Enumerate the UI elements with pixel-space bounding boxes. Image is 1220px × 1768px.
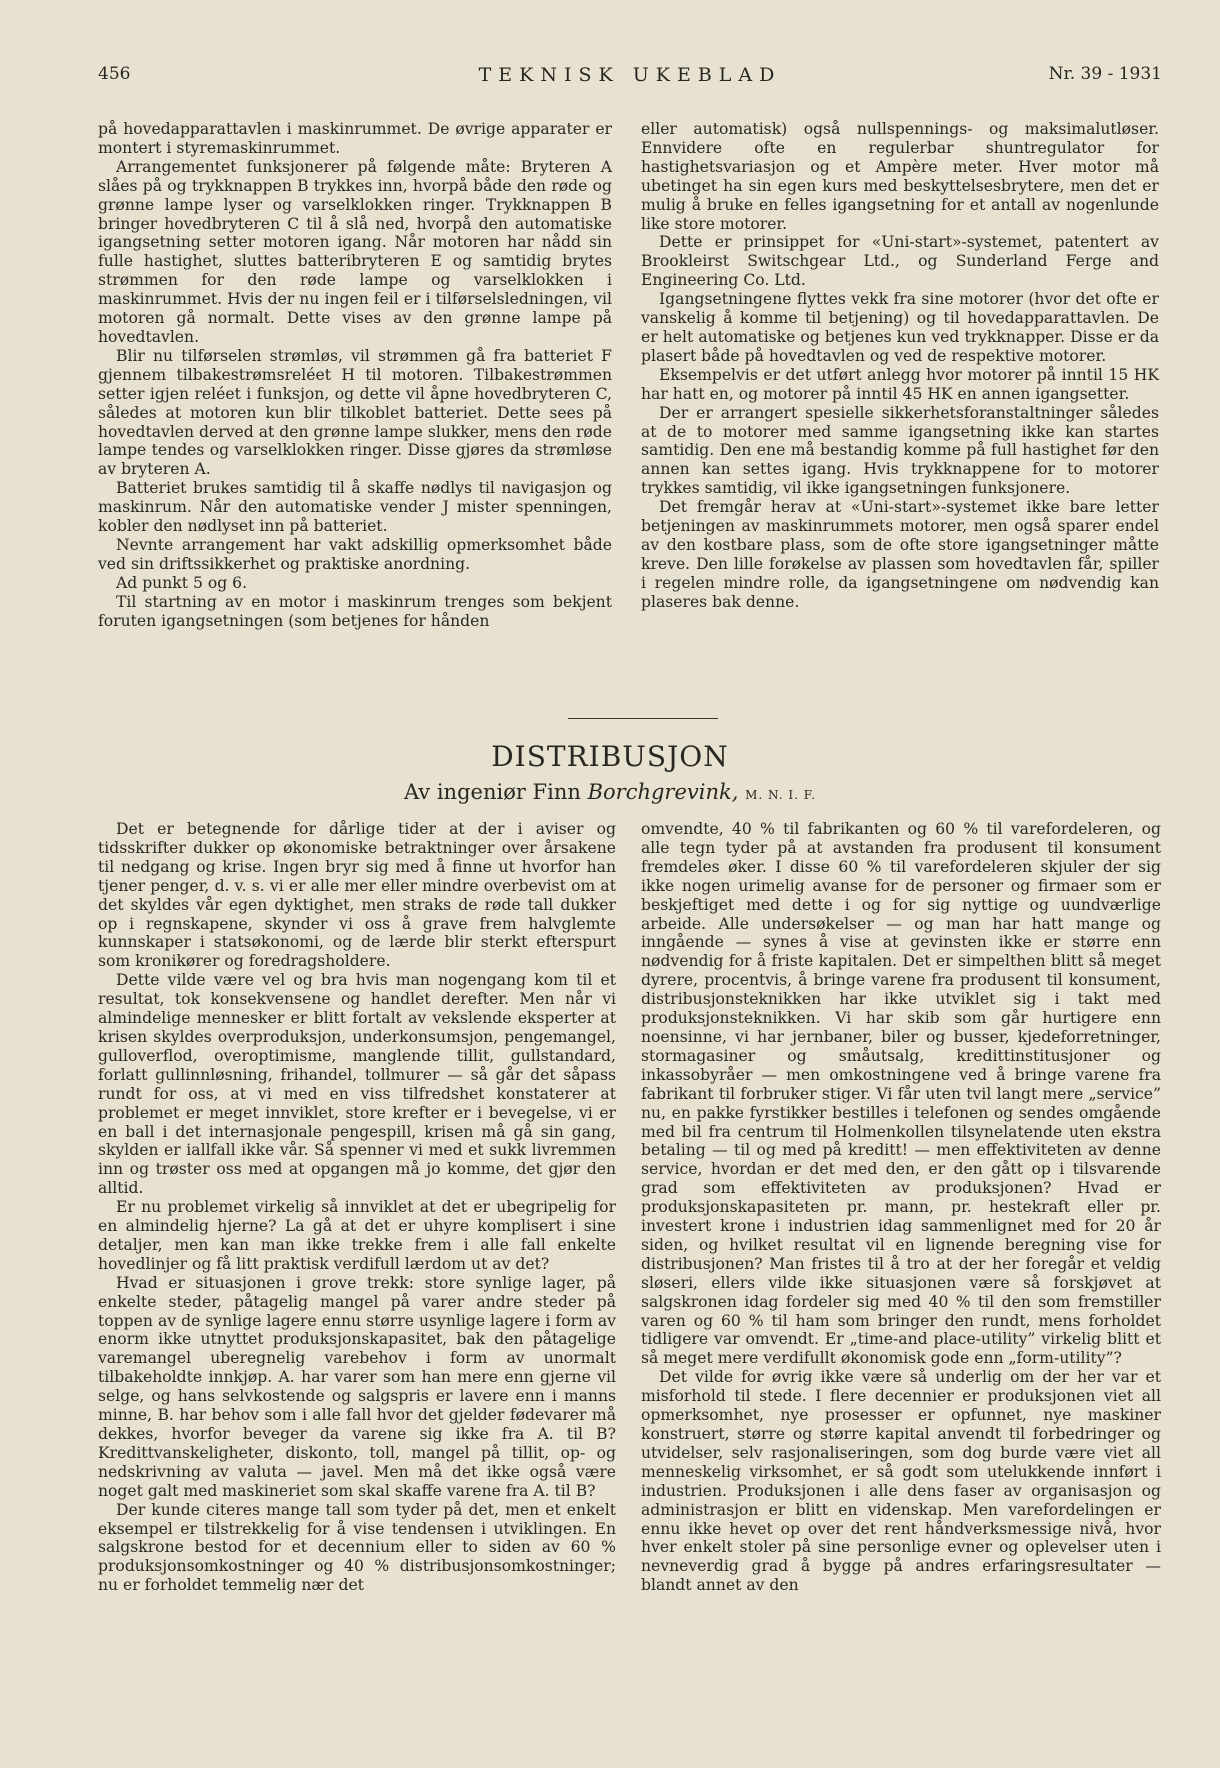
page-header (98, 64, 1162, 94)
paragraph: eller automatisk) også nullspennings- og maksimalutløser. Ennvidere ofte en regulerbar shuntregulator for hastighetsvariasjon og et Ampère meter. Hver motor må ubetinget ha sin egen kurs med beskyttelsesbrytere, men det er mulig å bruke en felles igangsetning for et antall av nogenlunde like store motorer. (641, 120, 1159, 233)
paragraph: Det fremgår herav at «Uni-start»-systemet ikke bare letter betjeningen av maskinrummets motorer, men også sparer endel av den kostbare plass, som de ofte store igangsetninger måtte kreve. Den lille forøkelse av plassen som hovedtavlen får, spiller i regelen mindre rolle, da igangsetningene om nødvendig kan plaseres bak denne. (641, 498, 1159, 611)
page-number: 456 (98, 64, 131, 84)
upper-column-left (98, 120, 612, 630)
issue-number: Nr. 39 - 1931 (1048, 64, 1162, 84)
paragraph: Hvad er situasjonen i grove trekk: store synlige lager, på enkelte steder, påtagelig mangel på varer andre steder på toppen av de synlige lagere ennu større usynlige lagere i form av enorm ikke utnyttet produksjonskapasitet, bak den påtagelige varemangel uberegnelig varebehov i form av unormalt tilbakeholdte innkjøp. A. har varer som han mere enn gjerne vil selge, og hans selvkostende og salgspris er lavere enn i manns minne, B. har behov som i alle fall hvor det gjelder fødevarer må dekkes, hvorfor beveger da varene sig ikke fra A. til B? Kredittvanskeligheter, diskonto, toll, mangel på tillit, op- og nedskrivning av valuta — javel. Men må det ikke også være noget galt med maskineriet som skal skaffe varene fra A. til B? (98, 1273, 616, 1500)
section-divider (568, 718, 718, 719)
paragraph: Arrangementet funksjonerer på følgende måte: Bryteren A slåes på og trykknappen B trykkes inn, hvorpå både den røde og grønne lampe lyser og varselklokken ringer. Trykknappen B bringer hovedbryteren C til å slå ned, hvorpå den automatiske igangsetning setter motoren igang. Når motoren har nådd sin fulle hastighet, sluttes batteribryteren E og samtidig brytes strømmen for den røde lampe og varselklokken i maskinrummet. Hvis der nu ingen feil er i tilførselsledningen, vil motoren gå normalt. Dette vises av den grønne lampe på hovedtavlen. (98, 157, 612, 346)
paragraph: Er nu problemet virkelig så innviklet at det er ubegripelig for en almindelig hjerne? La gå at det er uhyre komplisert i sine detaljer, men kan man ikke trekke frem i alle fall enkelte hovedlinjer og få litt praktisk verdifull lærdom ut av det? (98, 1198, 616, 1273)
paragraph: Igangsetningene flyttes vekk fra sine motorer (hvor det ofte er vanskelig å komme til betjening) og til hovedapparattavlen. De er helt automatiske og betjenes kun ved trykknapper. Disse er da plasert både på hovedtavlen og ved de respektive motorer. (641, 290, 1159, 365)
paragraph: Batteriet brukes samtidig til å skaffe nødlys til navigasjon og maskinrum. Når den automatiske vender J mister spenningen, kobler den nødlyset inn på batteriet. (98, 479, 612, 536)
paragraph: Eksempelvis er det utført anlegg hvor motorer på inntil 15 HK har hatt en, og motorer på inntil 45 HK en annen igangsetter. (641, 365, 1159, 403)
article-byline (0, 780, 1220, 804)
paragraph: på hovedapparattavlen i maskinrummet. De øvrige apparater er montert i styremaskinrummet. (98, 120, 612, 157)
paragraph: Til startning av en motor i maskinrum trenges som bekjent foruten igangsetningen (som betjenes for hånden (98, 592, 612, 630)
paragraph: Det er betegnende for dårlige tider at der i aviser og tidsskrifter dukker op økonomiske betraktninger over årsakene til nedgang og krise. Ingen bryr sig med å finne ut hvorfor han tjener penger, d. v. s. vi er alle mer eller mindre overbevist om at det skyldes vår egen dyktighet, men straks de røde tall dukker op i regnskapene, skynder vi oss å grave frem halvglemte kunnskaper i statsøkonomi, og de lærde blir sterkt efterspurt som kronikører og foredragsholdere. (98, 820, 616, 971)
author-name: Borchgrevink, (587, 780, 739, 804)
author-credentials: M. N. I. F. (745, 788, 817, 802)
paragraph: Dette er prinsippet for «Uni-start»-systemet, patentert av Brookleirst Switschgear Ltd., og Sunderland Ferge and Engineering Co. Ltd. (641, 233, 1159, 290)
paragraph: Der er arrangert spesielle sikkerhetsforanstaltninger således at de to motorer med samme igangsetning ikke kan startes samtidig. Den ene må bestandig komme på full hastighet før den annen kan settes igang. Hvis trykknappene for to motorer trykkes samtidig, vil ikke igangsetningen funksjonere. (641, 403, 1159, 498)
article-column-right (641, 820, 1161, 1595)
journal-title: TEKNISK UKEBLAD (478, 64, 782, 86)
byline-prefix: Av ingeniør Finn (403, 780, 581, 804)
paragraph: Dette vilde være vel og bra hvis man nogengang kom til et resultat, tok konsekvensene og handlet derefter. Men når vi almindelige mennesker er blitt fortalt av vekslende eksperter at krisen skyldes overproduksjon, underkonsumsjon, pengemangel, gulloverflod, overoptimisme, manglende tillit, gullstandard, forlatt gullinnløsning, frihandel, tollmurer — så går det såpass rundt for oss, at vi med en viss tilfredshet konstaterer at problemet er meget innviklet, store krefter er i bevegelse, vi er en ball i det internasjonale pengespill, krisen må gå sin gang, skylden er iallfall ikke vår. Så spenner vi med et sukk livremmen inn og trøster oss med at opgangen må jo komme, det gjør den alltid. (98, 971, 616, 1198)
paragraph: Der kunde citeres mange tall som tyder på det, men et enkelt eksempel er tilstrekkelig for å vise tendensen i utviklingen. En salgskrone bestod for et decennium eller to siden av 60 % produksjonsomkostninger og 40 % distribusjonsomkostninger; nu er forholdet temmelig nær det (98, 1500, 616, 1595)
upper-column-right (641, 120, 1159, 612)
paragraph: Det vilde for øvrig ikke være så underlig om der her var et misforhold til stede. I flere decennier er produksjonen viet all opmerksomhet, nye prosesser er opfunnet, nye maskiner konstruert, større og større kapital anvendt til forbedringer og utvidelser, selv rasjonaliseringen, som dog burde være viet all menneskelig virksomhet, er så godt som utelukkende innført i industrien. Produksjonen i alle dens faser av organisasjon og administrasjon er blitt en videnskap. Men varefordelingen er ennu ikke hevet op over det rent håndverksmessige nivå, hvor hver enkelt stoler på sine personlige evner og oplevelser uten i nevneverdig grad å bygge på andres erfaringsresultater — blandt annet av den (641, 1368, 1161, 1595)
article-title: DISTRIBUSJON (491, 740, 729, 773)
paragraph: Nevnte arrangement har vakt adskillig opmerksomhet både ved sin driftssikkerhet og praktiske anordning. (98, 535, 612, 573)
paragraph: omvendte, 40 % til fabrikanten og 60 % til varefordeleren, og alle tegn tyder på at avstanden fra produsent til konsument fremdeles øker. I disse 60 % til varefordeleren skjuler der sig ikke nogen urimelig avanse for de personer og firmaer som er beskjeftiget med dette i og for sig nyttige og uundværlige arbeide. Alle undersøkelser — og man har hatt mange og inngående — synes å vise at gevinsten ikke er større enn nødvendig for å friste kapitalen. Det er simpelthen blitt så meget dyrere, procentvis, å bringe varene fra produsent til konsument, distribusjonsteknikken har ikke utviklet sig i takt med produksjonsteknikken. Vi har skib som går hurtigere enn noensinne, vi har jernbaner, biler og busser, kjedeforretninger, stormagasiner og småutsalg, kredittinstitusjoner og inkassobyråer — men omkostningene ved å bringe varene fra fabrikant til forbruker stiger. Vi får uten tvil langt mere „service” nu, en pakke fyrstikker bestilles i telefonen og sendes omgående med bil fra centrum til Holmenkollen tilsynelatende uten ekstra betaling — til og med på kreditt! — men effektiviteten av denne service, hvordan er det med den, er den gått op i tilsvarende grad som effektiviteten av produksjonen? Hvad er produksjonskapasiteten pr. mann, pr. hestekraft eller pr. investert krone i industrien idag sammenlignet med for 20 år siden, og hvilket resultat vil en lignende beregning vise for distribusjonen? Man fristes til å tro at der her foregår et veldig sløseri, ellers vilde ikke situasjonen være så forskjøvet at salgskronen idag fordeler sig med 40 % til den som fremstiller varen og 60 % til ham som bringer den rundt, mens forholdet tidligere var omvendt. Er „time-and place-utility” virkelig blitt et så meget mere verdifullt økonomisk gode enn „form-utility”? (641, 820, 1161, 1368)
article-column-left (98, 820, 616, 1595)
paragraph: Blir nu tilførselen strømløs, vil strømmen gå fra batteriet F gjennem tilbakestrømsreléet H til motoren. Tilbakestrømmen setter igjen reléet i funksjon, og dette vil åpne hovedbryteren C, således at motoren kun blir tilkoblet batteriet. Dette sees på hovedtavlen derved at den grønne lampe slukker, mens den røde lampe tendes og varselklokken ringer. Disse gjøres da strømløse av bryteren A. (98, 346, 612, 479)
section-heading: Ad punkt 5 og 6. (116, 573, 248, 592)
